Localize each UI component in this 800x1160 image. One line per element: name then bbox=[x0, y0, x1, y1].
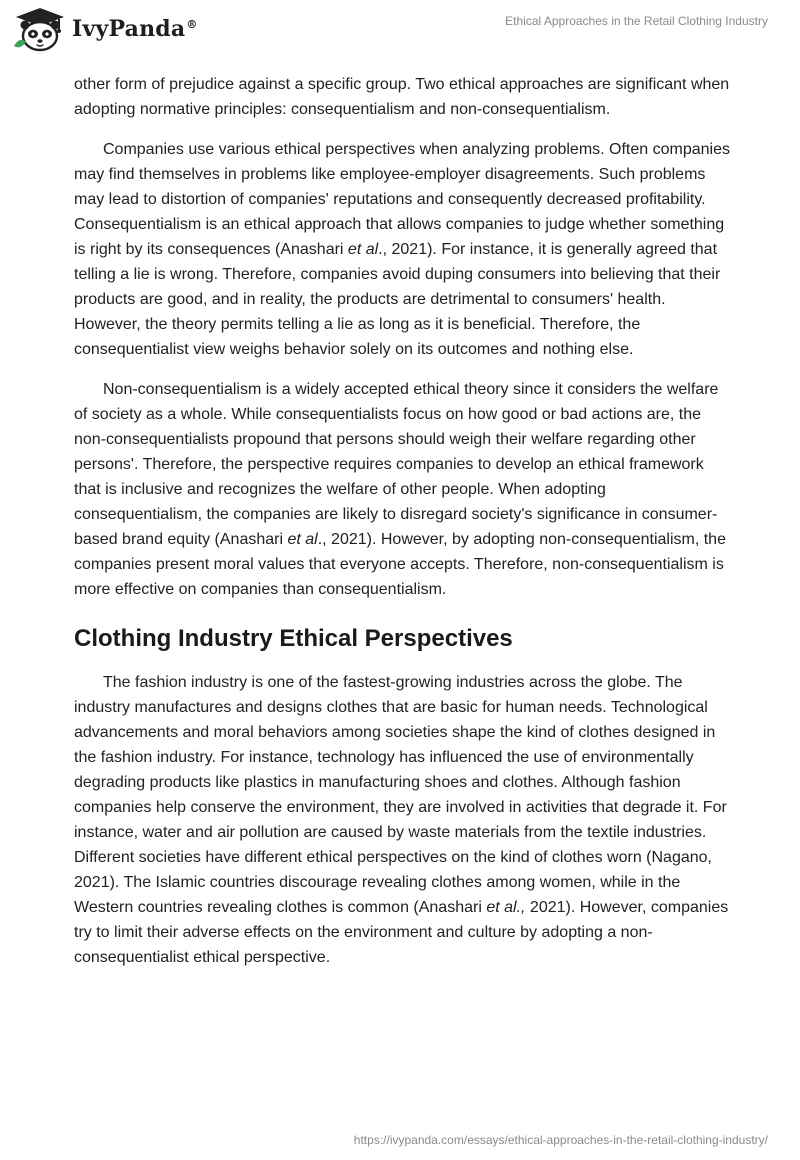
citation-italic: et al bbox=[347, 241, 379, 258]
document-title: Ethical Approaches in the Retail Clothing Industry bbox=[505, 14, 768, 28]
paragraph-text: other form of prejudice against a specific group. Two ethical approaches are significant when adopting normative principles: consequentialism and non-consequentialism. bbox=[74, 76, 730, 118]
panda-graduate-icon bbox=[12, 6, 68, 52]
essay-body bbox=[74, 72, 734, 985]
paragraph-text: ., 2021). For instance, it is generally agreed that telling a lie is wrong. Therefore, companies avoid duping consumers into believing that their products are good, and in reality, the products are detrimental to consumers' health. However, the theory permits telling a lie as long as it is beneficial. Therefore, the consequentialist view weighs behavior solely on its outcomes and nothing else. bbox=[74, 241, 721, 358]
paragraph-text: 2021). However, companies try to limit their adverse effects on the environment and culture by adopting a non-consequentialist ethical perspective. bbox=[74, 899, 729, 966]
section-heading: Clothing Industry Ethical Perspectives bbox=[74, 625, 513, 652]
paragraph bbox=[74, 137, 734, 362]
registered-mark: ® bbox=[186, 17, 198, 31]
paragraph-text: ., 2021). However, by adopting non-consequentialism, the companies present moral values that everyone accepts. Therefore, non-consequentialism is more effective on companies than consequentialism. bbox=[74, 531, 726, 598]
source-url[interactable]: https://ivypanda.com/essays/ethical-approaches-in-the-retail-clothing-industry/ bbox=[353, 1133, 768, 1147]
paragraph bbox=[74, 72, 734, 122]
paragraph-text: Companies use various ethical perspectives when analyzing problems. Often companies may find themselves in problems like employee-employer disagreements. Such problems may lead to distortion of companies' reputations and consequently decreased profitability. Consequentialism is an ethical approach that allows companies to judge whether something is right by its consequences (Anashari bbox=[74, 141, 730, 258]
brand-label: IvyPanda bbox=[72, 16, 186, 42]
ivypanda-logo[interactable] bbox=[12, 6, 198, 52]
citation-italic: et al., bbox=[486, 899, 526, 916]
citation-italic: et al bbox=[287, 531, 318, 548]
paragraph bbox=[74, 670, 734, 970]
paragraph bbox=[74, 377, 734, 602]
page-header bbox=[0, 0, 800, 60]
brand-name bbox=[72, 16, 198, 42]
paragraph-text: The fashion industry is one of the fastest-growing industries across the globe. The industry manufactures and designs clothes that are basic for human needs. Technological advancements and moral behaviors among societies shape the kind of clothes designed in the fashion industry. For instance, technology has influenced the use of environmentally degrading products like plastics in manufacturing shoes and clothes. Although fashion companies help conserve the environment, they are involved in activities that degrade it. For instance, water and air pollution are caused by waste materials from the textile industries. Different societies have different ethical perspectives on the kind of clothes worn (Nagano, 2021). The Islamic countries discourage revealing clothes among women, while in the Western countries revealing clothes is common (Anashari bbox=[74, 674, 727, 916]
paragraph-text: Non-consequentialism is a widely accepted ethical theory since it considers the welfare of society as a whole. While consequentialists focus on how good or bad actions are, the non-consequentialists propound that persons should weigh their welfare regarding other persons'. Therefore, the perspective requires companies to develop an ethical framework that is inclusive and recognizes the welfare of other people. When adopting consequentialism, the companies are likely to disregard society's significance in consumer-based brand equity (Anashari bbox=[74, 381, 719, 548]
